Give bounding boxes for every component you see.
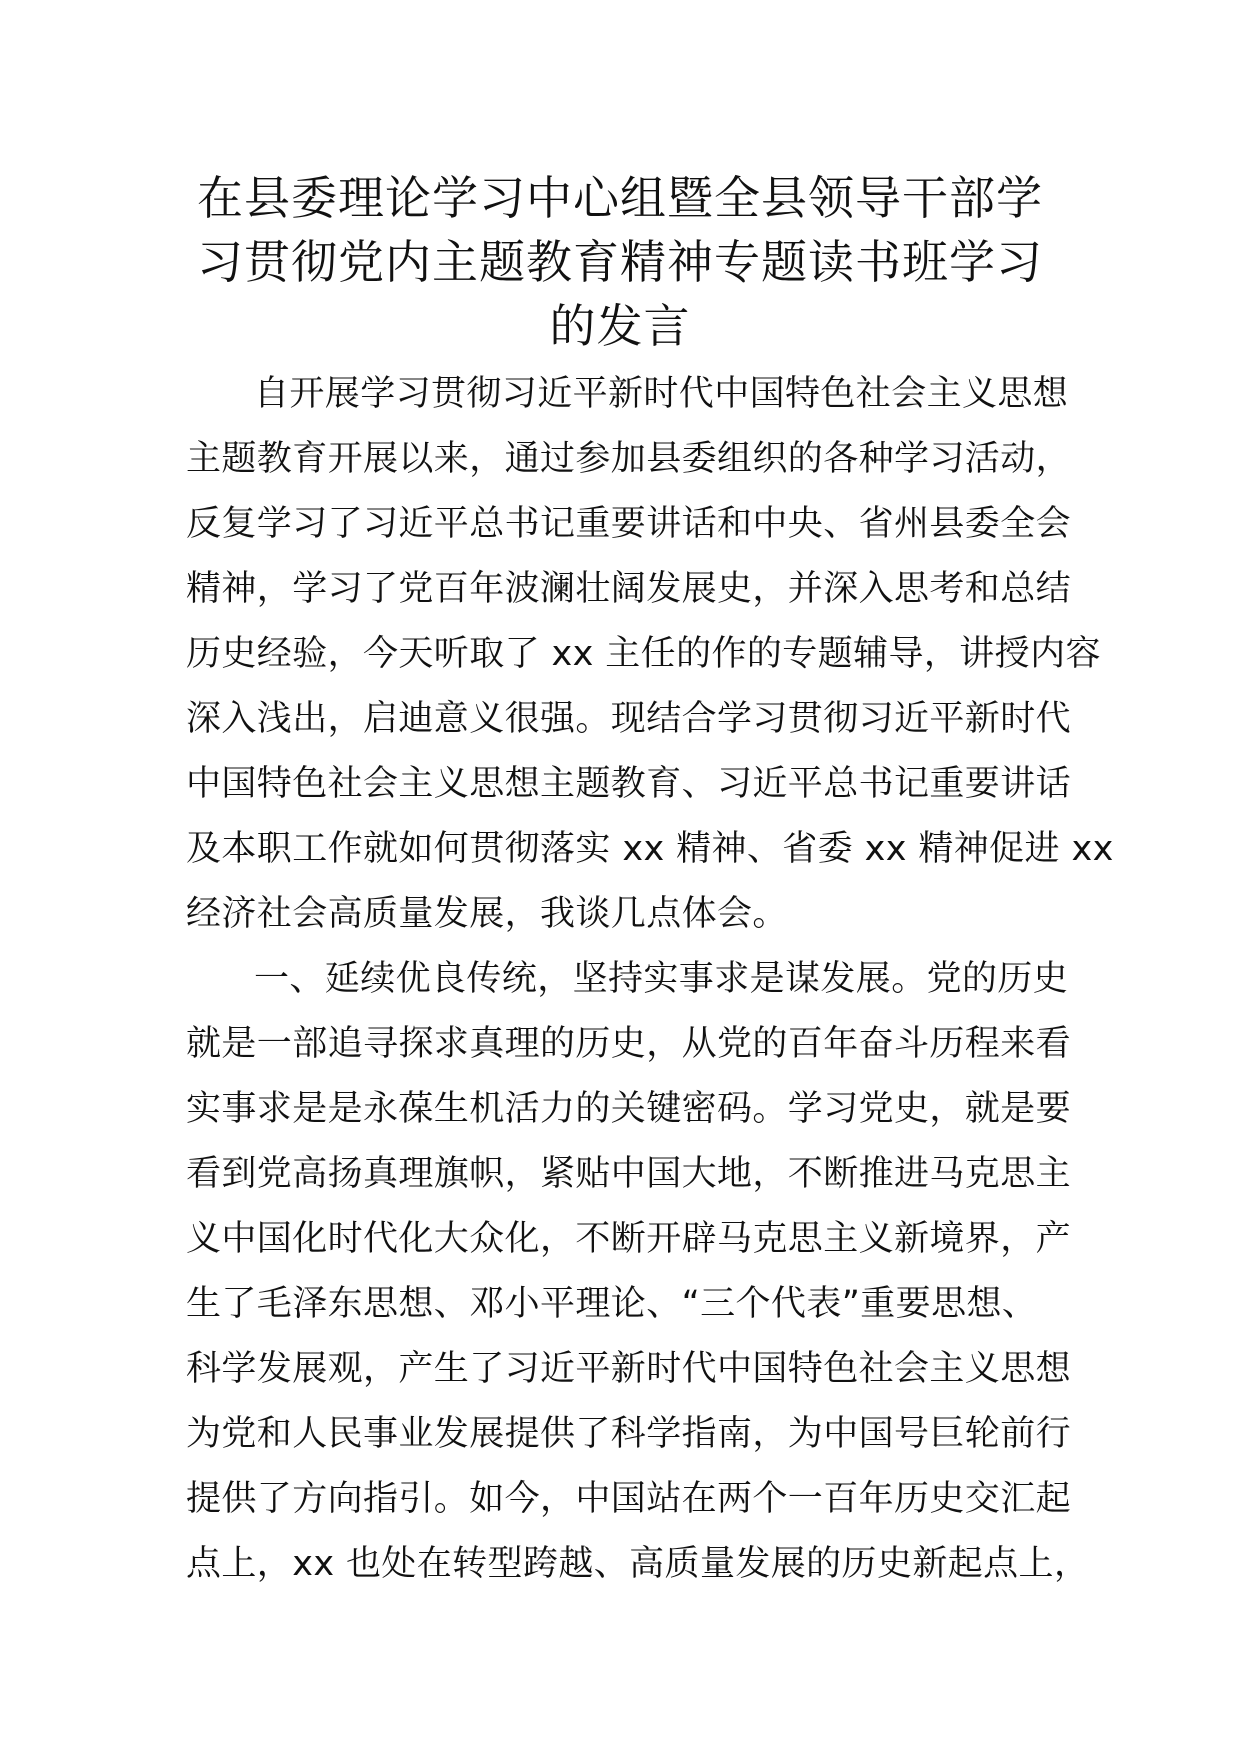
text-line: 中国特色社会主义思想主题教育、习近平总书记重要讲话 [186,764,1072,804]
text-line: 反复学习了习近平总书记重要讲话和中央、省州县委全会 [186,504,1072,544]
text-line: 及本职工作就如何贯彻落实 xx 精神、省委 xx 精神促进 xx [186,829,1114,869]
text-line: 生了毛泽东思想、邓小平理论、“三个代表”重要思想、 [186,1284,1038,1324]
text-line: 经济社会高质量发展，我谈几点体会。 [186,894,788,934]
title-line: 的发言 [549,299,691,353]
text-line: 历史经验，今天听取了 xx 主任的作的专题辅导，讲授内容 [186,634,1101,674]
text-line: 精神，学习了党百年波澜壮阔发展史，并深入思考和总结 [186,569,1072,609]
text-line: 主题教育开展以来，通过参加县委组织的各种学习活动， [186,439,1072,479]
paragraph-2 [186,947,1090,1597]
text-line: 一、延续优良传统，坚持实事求是谋发展。党的历史 [254,959,1069,999]
text-line: 科学发展观，产生了习近平新时代中国特色社会主义思想 [186,1349,1072,1389]
text-line: 实事求是是永葆生机活力的关键密码。学习党史，就是要 [186,1089,1072,1129]
text-line: 看到党高扬真理旗帜，紧贴中国大地，不断推进马克思主 [186,1154,1072,1194]
text-line: 就是一部追寻探求真理的历史，从党的百年奋斗历程来看 [186,1024,1072,1064]
title-line: 习贯彻党内主题教育精神专题读书班学习 [197,235,1043,289]
text-line: 自开展学习贯彻习近平新时代中国特色社会主义思想 [254,374,1069,414]
text-line: 义中国化时代化大众化，不断开辟马克思主义新境界，产 [186,1219,1072,1259]
document-body [186,362,1114,1597]
paragraph-1 [186,362,1114,947]
document-title [186,166,1054,358]
text-line: 点上，xx 也处在转型跨越、高质量发展的历史新起点上， [186,1544,1090,1584]
text-line: 深入浅出，启迪意义很强。现结合学习贯彻习近平新时代 [186,699,1072,739]
title-line: 在县委理论学习中心组暨全县领导干部学 [197,171,1043,225]
text-line: 提供了方向指引。如今，中国站在两个一百年历史交汇起 [186,1479,1072,1519]
text-line: 为党和人民事业发展提供了科学指南，为中国号巨轮前行 [186,1414,1072,1454]
